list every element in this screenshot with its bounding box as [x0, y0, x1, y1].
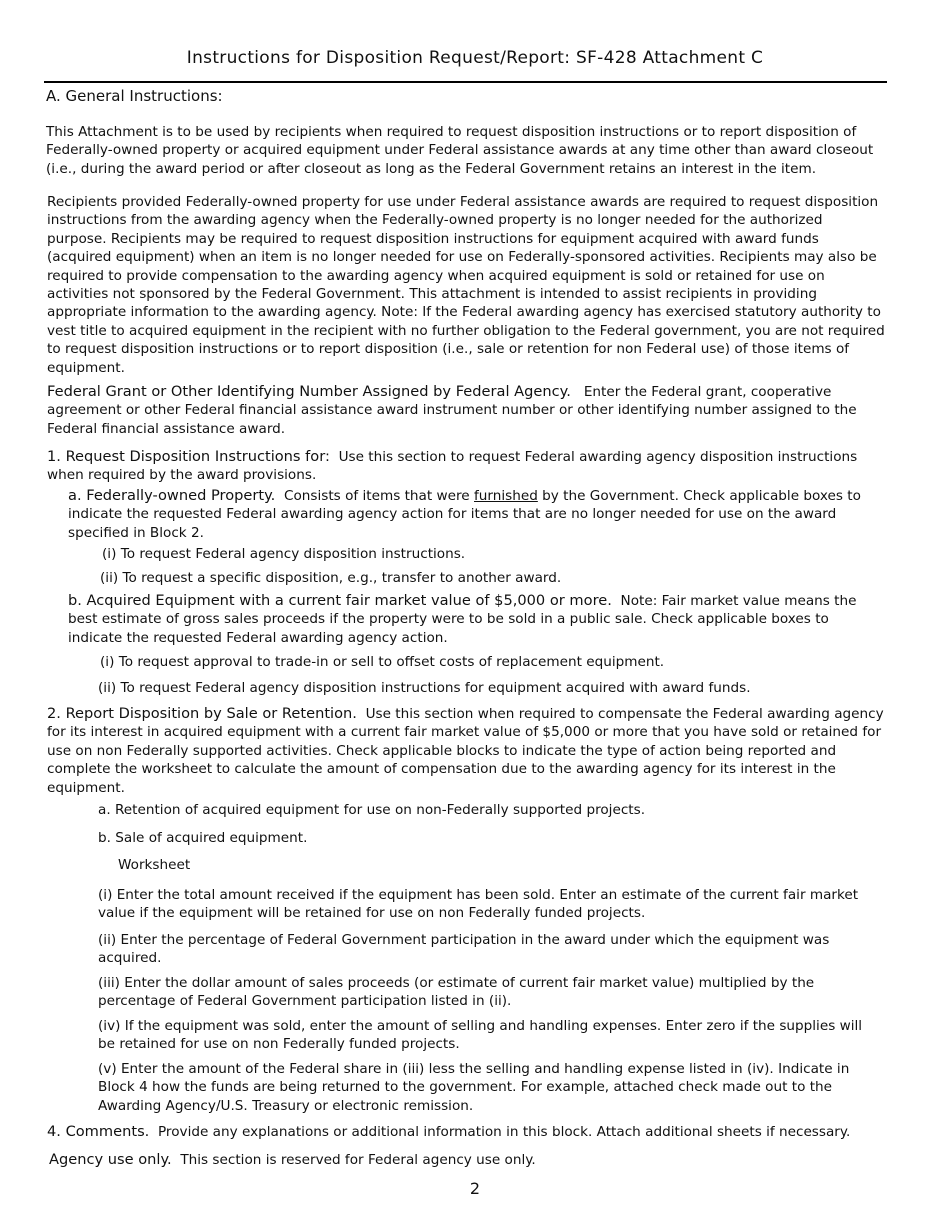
title-divider — [44, 81, 887, 83]
item-1b-option-i: (i) To request approval to trade-in or sell to offset costs of replacement equipment. — [100, 654, 665, 670]
general-instructions-paragraph-2: Recipients provided Federally-owned property for use under Federal assistance awards are required to request disposition instructions from the awarding agency when the Federally-owned property is no longer needed for the authorized purpose. Recipients may be required to request disposition instructions for equipment acquired with award funds (acquired equipment) when an item is no longer needed for use on Federally-sponsored activities. Recipients may also be required to provide compensation to the awarding agency when acquired equipment is sold or retained for use on activities not sponsored by the Federal Government. This attachment is intended to assist recipients in providing appropriate information to the awarding agency. Note: If the Federal awarding agency has exercised statutory authority to vest title to acquired equipment in the recipient with no further obligation to the Federal government, you are not required to request disposition instructions or to report disposition (i.e., sale or retention for non Federal use) of those items of equipment. — [47, 194, 885, 376]
document-title: Instructions for Disposition Request/Report: SF-428 Attachment C — [186, 48, 764, 68]
item-1a-label: a. Federally-owned Property. — [68, 487, 276, 504]
item-1a-text-after: by the Government. Check applicable boxes to indicate the requested Federal awarding agency action for items that are no longer needed for use on the award specified in Block 2. — [68, 488, 861, 541]
general-instructions-paragraph-1: This Attachment is to be used by recipients when required to request disposition instructions or to report disposition of Federally-owned property or acquired equipment under Federal assistance awards at any time other than award closeout (i.e., during the award period or after closeout as long as the Federal Government retains an interest in the item. — [46, 124, 874, 177]
item-2-text: Use this section when required to compensate the Federal awarding agency for its interest in acquired equipment with a current fair market value of $5,000 or more that you have sold or retained for use on non Federally supported activities. Check applicable blocks to indicate the type of action being reported and complete the worksheet to calculate the amount of compensation due to the awarding agency for its interest in the equipment. — [47, 706, 884, 796]
item-1a-option-ii: (ii) To request a specific disposition, e.g., transfer to another award. — [100, 570, 562, 586]
item-4-paragraph — [47, 1123, 887, 1141]
item-1b-option-ii: (ii) To request Federal agency disposition instructions for equipment acquired with award funds. — [98, 680, 751, 696]
item-2b-option: b. Sale of acquired equipment. — [98, 830, 308, 846]
item-1-text: Use this section to request Federal awarding agency disposition instructions when required by the award provisions. — [47, 449, 858, 484]
item-1a-text-before: Consists of items that were — [283, 488, 470, 504]
worksheet-heading: Worksheet — [118, 857, 191, 873]
item-1a-underlined-word: furnished — [474, 488, 538, 504]
worksheet-line-iii: (iii) Enter the dollar amount of sales proceeds (or estimate of current fair market value) multiplied by the percentage of Federal Government participation listed in (ii). — [98, 975, 815, 1010]
federal-grant-label: Federal Grant or Other Identifying Number Assigned by Federal Agency. — [47, 383, 571, 400]
item-1-paragraph — [47, 448, 887, 485]
agency-use-text: This section is reserved for Federal agency use only. — [180, 1152, 536, 1168]
item-2-label: 2. Report Disposition by Sale or Retention. — [47, 705, 357, 722]
page-number: 2 — [469, 1179, 481, 1198]
section-a-heading: A. General Instructions: — [46, 87, 223, 105]
item-4-label: 4. Comments. — [47, 1123, 150, 1140]
item-4-text: Provide any explanations or additional information in this block. Attach additional sheets if necessary. — [157, 1124, 851, 1140]
item-1-label: 1. Request Disposition Instructions for: — [47, 448, 330, 465]
worksheet-line-v: (v) Enter the amount of the Federal share in (iii) less the selling and handling expense listed in (iv). Indicate in Block 4 how the funds are being returned to the government. For example, attached check made out to the Awarding Agency/U.S. Treasury or electronic remission. — [98, 1061, 850, 1114]
federal-grant-text: Enter the Federal grant, cooperative agreement or other Federal financial assistance award instrument number or other identifying number assigned to the Federal financial assistance award. — [47, 384, 857, 437]
item-1a-paragraph — [68, 487, 886, 542]
federal-grant-paragraph — [47, 383, 885, 438]
agency-use-paragraph — [49, 1151, 887, 1169]
item-2-paragraph — [47, 705, 887, 797]
worksheet-line-iv: (iv) If the equipment was sold, enter the amount of selling and handling expenses. Enter zero if the supplies will be retained for use on non Federally funded projects. — [98, 1018, 863, 1053]
agency-use-label: Agency use only. — [49, 1151, 172, 1168]
item-1b-label: b. Acquired Equipment with a current fair market value of $5,000 or more. — [68, 592, 612, 609]
worksheet-line-ii: (ii) Enter the percentage of Federal Government participation in the award under which the equipment was acquired. — [98, 932, 830, 967]
item-1b-text: Note: Fair market value means the best estimate of gross sales proceeds if the property were to be sold in a public sale. Check applicable boxes to indicate the requested Federal awarding agency action. — [68, 593, 857, 646]
item-1a-option-i: (i) To request Federal agency disposition instructions. — [102, 546, 466, 562]
item-2a-option: a. Retention of acquired equipment for use on non-Federally supported projects. — [98, 802, 646, 818]
item-1b-paragraph — [68, 592, 886, 647]
worksheet-line-i: (i) Enter the total amount received if the equipment has been sold. Enter an estimate of the current fair market value if the equipment will be retained for use on non Federally funded projects. — [98, 887, 859, 922]
